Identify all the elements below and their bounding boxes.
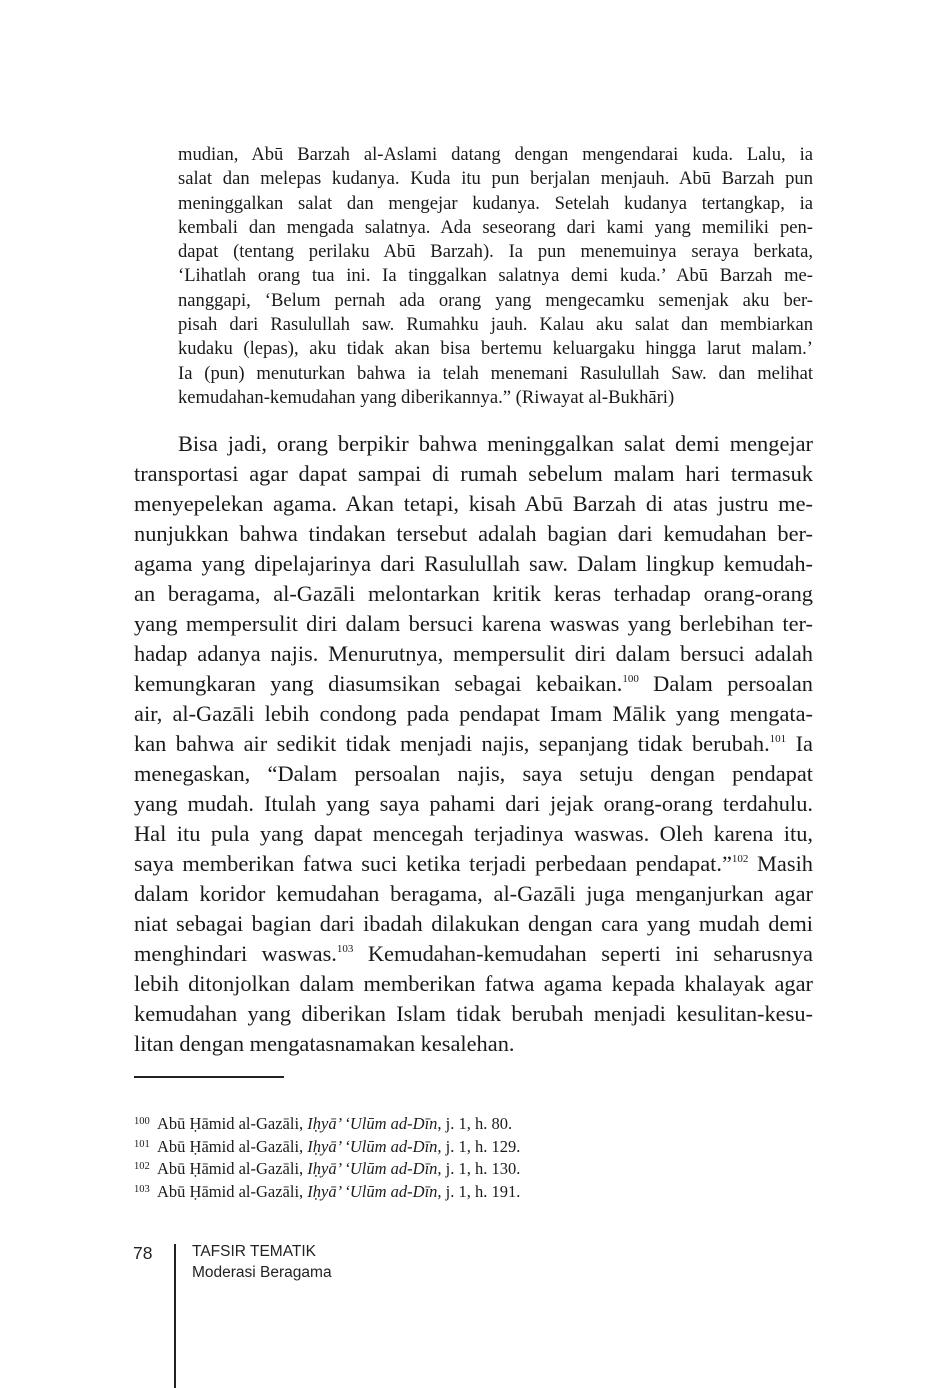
body-line-text: yang mempersulit diri dalam bersuci karena waswas yang berlebihan ter-: [134, 611, 813, 636]
body-line: [134, 519, 813, 549]
body-line: [134, 1029, 813, 1059]
body-line-text-after: Dalam persoalan: [638, 671, 813, 696]
body-line: [134, 909, 813, 939]
quote-line: kudaku (lepas), aku tidak akan bisa bertemu keluargaku hingga larut malam.’: [178, 338, 813, 360]
footnote-ref-text: , j. 1, h. 80.: [437, 1114, 513, 1133]
body-line-text: Hal itu pula yang dapat mencegah terjadinya waswas. Oleh karena itu,: [134, 821, 813, 846]
body-line-text: kemudahan yang diberikan Islam tidak berubah menjadi kesulitan-kesu-: [134, 1001, 813, 1026]
body-line: [134, 999, 813, 1029]
footnote-ref-text: , j. 1, h. 191.: [437, 1181, 521, 1201]
body-line-text-after: Masih: [748, 851, 813, 876]
body-line-text: kan bahwa air sedikit tidak menjadi najis, sepanjang tidak berubah.: [134, 731, 770, 756]
body-line-text-after: Kemudahan-kemudahan seperti ini seharusnya: [353, 941, 813, 966]
footnote-title: Iḥyā’ ‘Ulūm ad-Dīn: [307, 1181, 438, 1201]
body-line-text: an beragama, al-Gazāli melontarkan kritik keras terhadap orang-orang: [134, 581, 813, 606]
body-line: [134, 699, 813, 729]
body-line: [134, 729, 813, 759]
footnote-ref[interactable]: 101: [769, 733, 787, 745]
footnote-number: 101: [134, 1138, 150, 1150]
body-line-text: nunjukkan bahwa tindakan tersebut adalah bagian dari kemudahan ber-: [134, 521, 813, 546]
footnote-ref-text: , j. 1, h. 130.: [437, 1159, 521, 1179]
body-line-text: menyepelekan agama. Akan tetapi, kisah Abū Barzah di atas justru me-: [134, 491, 813, 516]
body-line: [134, 579, 813, 609]
body-line: [134, 849, 813, 879]
footnote-author: Abū Ḥāmid al-Gazāli,: [157, 1159, 304, 1179]
quote-line: kembali dan mengada salatnya. Ada seseorang dari kami yang memiliki pen-: [178, 216, 813, 238]
footnote-number: 103: [134, 1183, 150, 1195]
body-line: [134, 459, 813, 489]
quote-line: dapat (tentang perilaku Abū Barzah). Ia pun menemuinya seraya berkata,: [178, 241, 813, 263]
footnote-number: 102: [134, 1161, 150, 1173]
body-line: [134, 489, 813, 519]
body-line-text: menegaskan, “Dalam persoalan najis, saya setuju dengan pendapat: [134, 761, 813, 786]
footnote-title: Iḥyā’ ‘Ulūm ad-Dīn: [307, 1136, 438, 1156]
body-line: [134, 879, 813, 909]
body-line-text: agama yang dipelajarinya dari Rasulullah saw. Dalam lingkup kemudah-: [134, 551, 813, 576]
body-line: [134, 669, 813, 699]
body-line: [134, 759, 813, 789]
quote-line: pisah dari Rasulullah saw. Rumahku jauh. Kalau aku salat dan membiarkan: [178, 314, 813, 336]
footnote-ref[interactable]: 103: [336, 943, 354, 955]
body-line-text: Bisa jadi, orang berpikir bahwa meninggalkan salat demi mengejar: [178, 431, 813, 456]
running-title: TAFSIR TEMATIK: [192, 1243, 317, 1260]
footnote-author: Abū Ḥāmid al-Gazāli,: [157, 1181, 304, 1201]
body-line-text: lebih ditonjolkan dalam memberikan fatwa agama kepada khalayak agar: [134, 971, 813, 996]
body-line-text: kemungkaran yang diasumsikan sebagai kebaikan.: [134, 671, 623, 696]
body-line: [134, 969, 813, 999]
footnote-author: Abū Ḥāmid al-Gazāli,: [157, 1114, 304, 1133]
body-line: [134, 549, 813, 579]
footnote: [134, 1156, 814, 1179]
footnote-number: 100: [134, 1116, 150, 1127]
page-number: 78: [133, 1243, 153, 1263]
footnote: [134, 1111, 814, 1134]
body-line: [134, 639, 813, 669]
footnote: [134, 1179, 814, 1202]
footnote-separator: [134, 1076, 284, 1078]
body-line-text: air, al-Gazāli lebih condong pada pendapat Imam Mālik yang mengata-: [134, 701, 813, 726]
body-line-text: saya memberikan fatwa suci ketika terjadi perbedaan pendapat.”: [134, 851, 732, 876]
body-line-text: hadap adanya najis. Menurutnya, mempersulit diri dalam bersuci adalah: [134, 641, 813, 666]
footnotes: [134, 1111, 814, 1201]
body-line-text: yang mudah. Itulah yang saya pahami dari jejak orang-orang terdahulu.: [134, 791, 813, 816]
body-line-text: dalam koridor kemudahan beragama, al-Gazāli juga menganjurkan agar: [134, 881, 813, 906]
body-line-text: menghindari waswas.: [134, 941, 337, 966]
quote-line: Ia (pun) menuturkan bahwa ia telah menemani Rasulullah Saw. dan melihat: [178, 362, 813, 384]
quote-line: meninggalkan salat dan mengejar kudanya. Setelah kudanya tertangkap, ia: [178, 192, 813, 214]
quote-line: salat dan melepas kudanya. Kuda itu pun berjalan menjauh. Abū Barzah pun: [178, 168, 813, 190]
body-line: [134, 819, 813, 849]
footnote-ref-text: , j. 1, h. 129.: [437, 1136, 521, 1156]
block-quote: [178, 143, 813, 410]
footnote-ref[interactable]: 102: [731, 853, 749, 865]
body-line: [134, 789, 813, 819]
body-line: [134, 429, 813, 459]
body-line-text: niat sebagai bagian dari ibadah dilakukan dengan cara yang mudah demi: [134, 911, 813, 936]
footnote-author: Abū Ḥāmid al-Gazāli,: [157, 1136, 304, 1156]
body-line-text-after: Ia: [786, 731, 813, 756]
body-paragraph: [134, 429, 813, 1059]
footnote-title: Iḥyā’ ‘Ulūm ad-Dīn: [307, 1114, 438, 1133]
quote-line: nanggapi, ‘Belum pernah ada orang yang mengecamku semenjak aku ber-: [178, 289, 813, 311]
footer-divider: [174, 1244, 176, 1388]
quote-line: ‘Lihatlah orang tua ini. Ia tinggalkan salatnya demi kuda.’ Abū Barzah me-: [178, 265, 813, 287]
body-line-text: litan dengan mengatasnamakan kesalehan.: [134, 1031, 515, 1056]
quote-line: kemudahan-kemudahan yang diberikannya.” (Riwayat al-Bukhāri): [178, 386, 675, 408]
quote-line: mudian, Abū Barzah al-Aslami datang dengan mengendarai kuda. Lalu, ia: [178, 144, 813, 165]
body-line-text: transportasi agar dapat sampai di rumah sebelum malam hari termasuk: [134, 461, 813, 486]
body-line: [134, 609, 813, 639]
footnote: [134, 1134, 814, 1157]
footnote-ref[interactable]: 100: [622, 673, 639, 685]
running-subtitle: Moderasi Beragama: [192, 1264, 332, 1281]
body-line: [134, 939, 813, 969]
footnote-title: Iḥyā’ ‘Ulūm ad-Dīn: [307, 1159, 438, 1179]
